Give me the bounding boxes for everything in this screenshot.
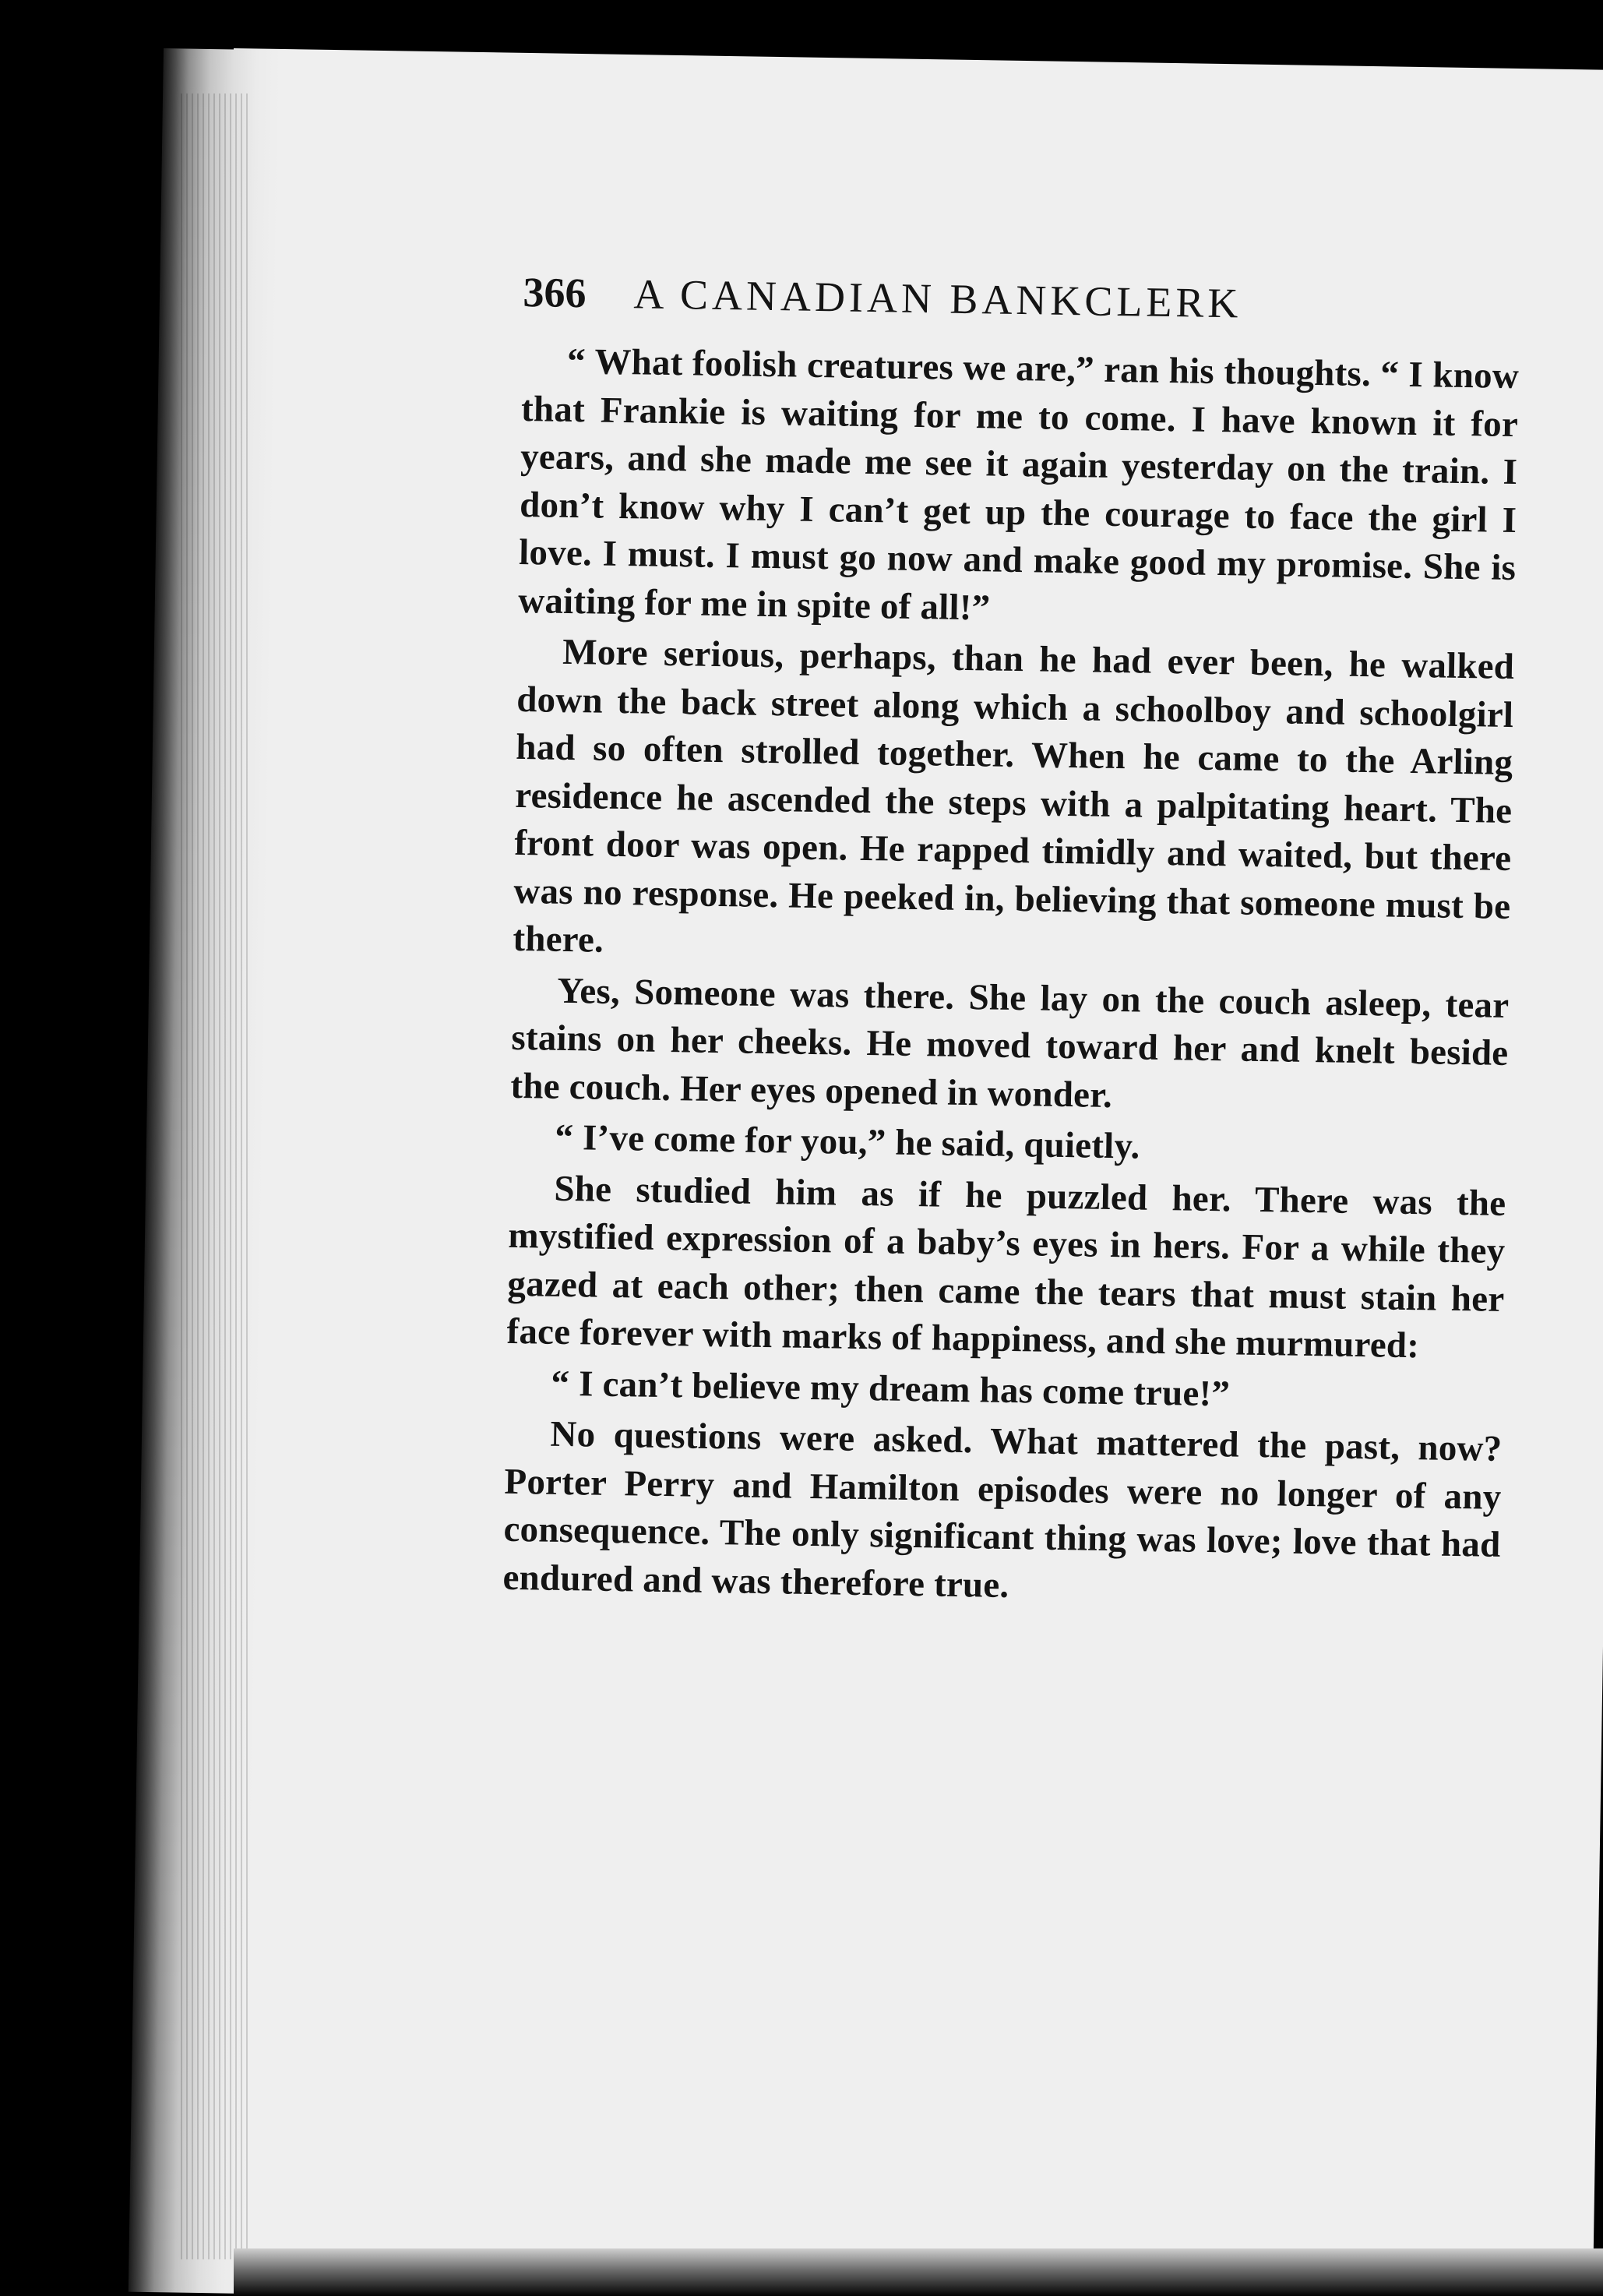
paragraph: Yes, Someone was there. She lay on the couch asleep, tear stains on her cheeks. He moved toward her and knelt beside the couch. Her eyes opened in wonder. <box>510 970 1510 1116</box>
paragraph: “ I can’t believe my dream has come true!” <box>551 1363 1231 1414</box>
paragraph: She studied him as if he puzzled her. There was the mystified expression of a baby’s eyes in hers. For a while they gazed at each other; then came the tears that must stain her face forever with marks of happiness, and she murmured: <box>506 1168 1506 1367</box>
page-edge-streaks <box>181 93 251 2259</box>
text-block <box>502 269 1520 1617</box>
page-number: 366 <box>523 269 587 317</box>
paragraph: “ What foolish creatures we are,” ran his thoughts. “ I know that Frankie is waiting for me to come. I have known it for years, and she made me see it again yesterday on the train. I don’t know why I can’t get up the courage to face the girl I love. I must. I must go now and make good my promise. She is waiting for me in spite of all!” <box>517 340 1520 628</box>
book-title: A CANADIAN BANKCLERK <box>633 270 1242 327</box>
paragraph: More serious, perhaps, than he had ever been, he walked down the back street along which a schoolboy and schoolgirl had so often strolled together. When he came to the Arling residence he ascended the steps with a palpitating heart. The front door was open. He rapped timidly and waited, but there was no response. He peeked in, believing that someone must be there. <box>513 631 1515 961</box>
paragraph: “ I’ve come for you,” he said, quietly. <box>555 1116 1140 1167</box>
page-bottom-edge <box>234 2248 1603 2296</box>
paragraph: No questions were asked. What mattered the past, now? Porter Perry and Hamilton episodes were no longer of any consequence. The only significant thing was love; love that had endured and was therefore true. <box>502 1413 1503 1606</box>
